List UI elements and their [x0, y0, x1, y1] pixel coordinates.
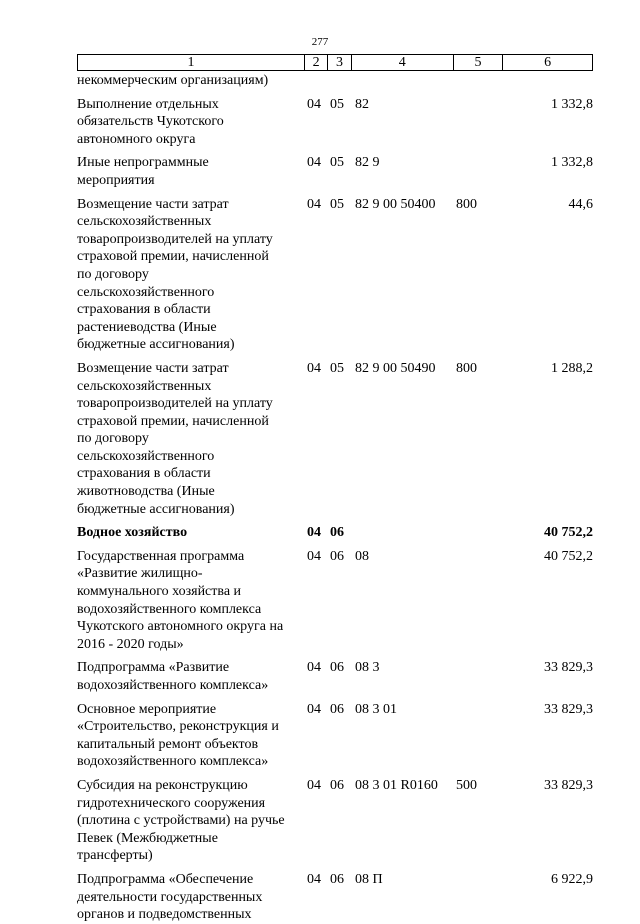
row-name: Возмещение части затрат сельскохозяйственных товаропроизводителей на уплату страховой премии, начисленной по договору сельскохозяйственного страхования в области растениеводства (Иные бюджетные ассигнования) — [77, 196, 273, 353]
amount: 33 829,3 — [544, 660, 593, 676]
amount: 1 288,2 — [551, 360, 593, 376]
header-col-4: 4 — [352, 55, 454, 70]
table-row — [77, 524, 593, 542]
amount: 6 922,9 — [551, 871, 593, 887]
target-article-code: 82 — [355, 96, 369, 112]
table-row — [77, 72, 593, 90]
table-row — [77, 777, 593, 865]
subsection-code: 06 — [330, 777, 344, 793]
amount: 40 752,2 — [544, 525, 593, 541]
row-name: Иные непрограммные мероприятия — [77, 155, 209, 188]
target-article-code: 08 3 01 — [355, 701, 397, 717]
row-name: Подпрограмма «Развитие водохозяйственного комплекса» — [77, 660, 269, 693]
table-row — [77, 701, 593, 771]
page-number: 277 — [311, 36, 329, 48]
expense-type-code — [454, 524, 504, 542]
target-article-code: 82 9 00 50490 — [355, 360, 436, 376]
target-article-code: 82 9 — [355, 155, 380, 171]
amount: 1 332,8 — [551, 96, 593, 112]
section-code: 04 — [307, 548, 321, 564]
header-col-2: 2 — [305, 55, 328, 70]
subsection-code: 06 — [330, 548, 344, 564]
expense-type-code — [454, 154, 504, 189]
amount: 33 829,3 — [544, 701, 593, 717]
expense-type-code: 500 — [456, 777, 477, 793]
subsection-code: 06 — [330, 660, 344, 676]
target-article-code: 08 3 — [355, 660, 380, 676]
table-row — [77, 548, 593, 654]
target-article-code: 82 9 00 50400 — [355, 196, 436, 212]
header-col-6: 6 — [544, 55, 552, 70]
expense-type-code: 800 — [456, 360, 477, 376]
section-code: 04 — [307, 701, 321, 717]
section-code: 04 — [307, 196, 321, 212]
table-row — [77, 360, 593, 518]
amount: 33 829,3 — [544, 777, 593, 793]
section-code: 04 — [307, 777, 321, 793]
expense-type-code — [454, 548, 504, 654]
target-article-code — [352, 524, 454, 542]
section-code: 04 — [307, 660, 321, 676]
table-row — [77, 96, 593, 149]
target-article-code: 08 П — [355, 871, 383, 887]
section-code: 04 — [307, 525, 321, 541]
table-row — [77, 154, 593, 189]
target-article-code: 08 3 01 R0160 — [355, 777, 438, 793]
expense-type-code — [454, 659, 504, 694]
subsection-code: 06 — [330, 525, 344, 541]
row-name: Возмещение части затрат сельскохозяйственных товаропроизводителей на уплату страховой премии, начисленной по договору сельскохозяйственного страхования в области животноводства (Иные бюджетные ассигнования) — [77, 360, 273, 517]
subsection-code: 06 — [330, 871, 344, 887]
section-code: 04 — [307, 155, 321, 171]
row-name: Подпрограмма «Обеспечение деятельности государственных органов и подведомственных — [77, 871, 263, 923]
amount: 40 752,2 — [544, 548, 593, 564]
subsection-code: 05 — [330, 360, 344, 376]
section-code: 04 — [307, 96, 321, 112]
subsection-code: 05 — [330, 96, 344, 112]
target-article-code: 08 — [355, 548, 369, 564]
target-article-code — [352, 72, 454, 90]
row-name: Водное хозяйство — [77, 525, 188, 541]
amount — [504, 72, 593, 90]
subsection-code: 05 — [330, 155, 344, 171]
section-code: 04 — [307, 871, 321, 887]
table-row — [77, 659, 593, 694]
amount: 44,6 — [568, 196, 593, 212]
header-col-5: 5 — [454, 55, 504, 70]
section-code — [305, 72, 328, 90]
table-body — [77, 72, 593, 924]
table-row — [77, 196, 593, 354]
table-row — [77, 871, 593, 924]
expense-type-code — [454, 96, 504, 149]
expense-type-code — [454, 72, 504, 90]
row-name: Субсидия на реконструкцию гидротехнического сооружения (плотина с устройствами) на ручье Певек (Межбюджетные трансферты) — [77, 777, 285, 864]
amount: 1 332,8 — [551, 155, 593, 171]
subsection-code: 05 — [330, 196, 344, 212]
header-col-1: 1 — [78, 55, 305, 70]
expense-type-code — [454, 871, 504, 924]
section-code: 04 — [307, 360, 321, 376]
expense-type-code: 800 — [456, 196, 477, 212]
row-name: Государственная программа «Развитие жилищно- коммунального хозяйства и водохозяйственного комплекса Чукотского автономного округа на 2016 - 2020 годы» — [77, 548, 284, 652]
table-header — [77, 54, 593, 71]
subsection-code — [328, 72, 352, 90]
header-col-3: 3 — [328, 55, 352, 70]
row-name: Выполнение отдельных обязательств Чукотского автономного округа — [77, 96, 224, 147]
row-name: некоммерческим организациям) — [77, 73, 269, 88]
subsection-code: 06 — [330, 701, 344, 717]
row-name: Основное мероприятие «Строительство, реконструкция и капитальный ремонт объектов водохозяйственного комплекса» — [77, 701, 279, 770]
expense-type-code — [454, 701, 504, 771]
